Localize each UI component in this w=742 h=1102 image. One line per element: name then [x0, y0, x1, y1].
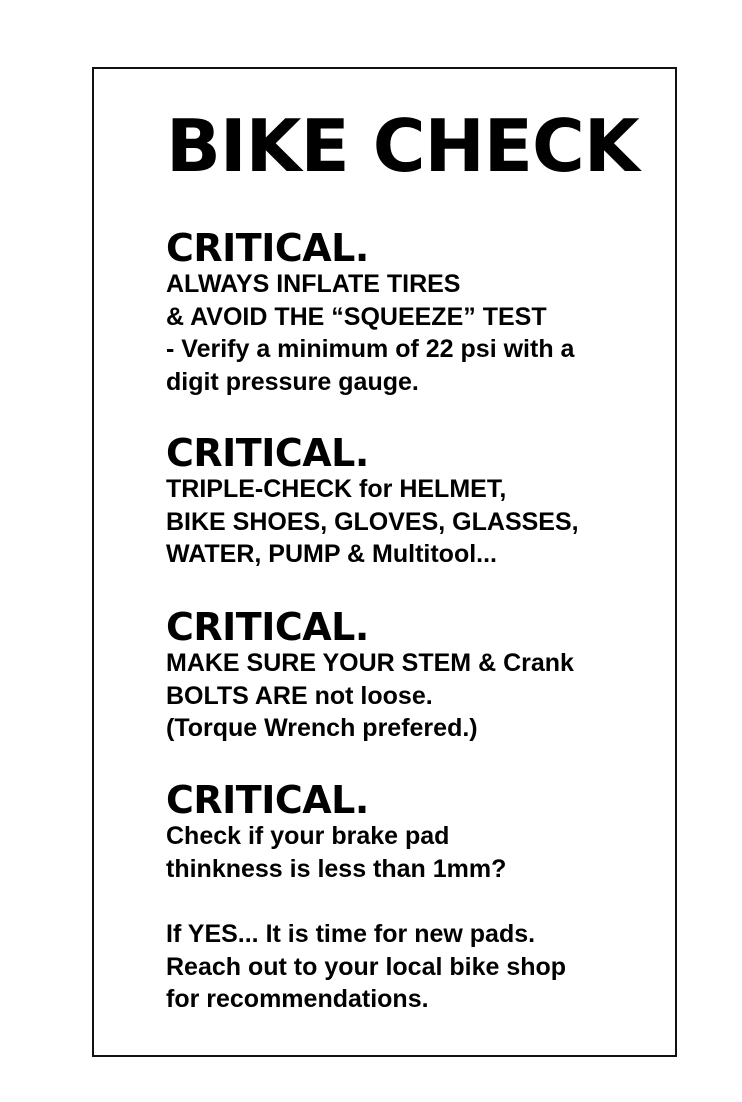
section-line: MAKE SURE YOUR STEM & Crank: [166, 649, 574, 677]
section-gear-check: [166, 433, 636, 571]
section-line: Check if your brake pad: [166, 822, 450, 850]
section-line: WATER, PUMP & Multitool...: [166, 540, 497, 568]
section-heading: CRITICAL.: [166, 778, 369, 822]
note-line: Reach out to your local bike shop: [166, 952, 567, 981]
section-line: & AVOID THE “SQUEEZE” TEST: [166, 302, 547, 331]
section-line: - Verify a minimum of 22 psi with a: [166, 335, 575, 363]
section-bolts: [166, 607, 636, 745]
paragraph-spacer: [166, 885, 636, 918]
section-line: TRIPLE-CHECK for HELMET,: [166, 475, 507, 503]
section-heading: CRITICAL.: [166, 226, 369, 270]
section-line: (Torque Wrench prefered.): [166, 714, 478, 742]
section-line: thinkness is less than 1mm?: [166, 854, 507, 883]
note-line: If YES... It is time for new pads.: [166, 920, 536, 948]
section-line: BOLTS ARE not loose.: [166, 681, 433, 710]
note-line: for recommendations.: [166, 985, 429, 1013]
section-heading: CRITICAL.: [166, 605, 369, 649]
section-line: ALWAYS INFLATE TIRES: [166, 270, 461, 298]
section-line: digit pressure gauge.: [166, 367, 419, 396]
section-heading: CRITICAL.: [166, 431, 369, 475]
section-brake-pads: [166, 780, 636, 1016]
page-title: BIKE CHECK: [166, 104, 639, 188]
section-line: BIKE SHOES, GLOVES, GLASSES,: [166, 507, 579, 536]
section-tire-pressure: [166, 228, 636, 398]
